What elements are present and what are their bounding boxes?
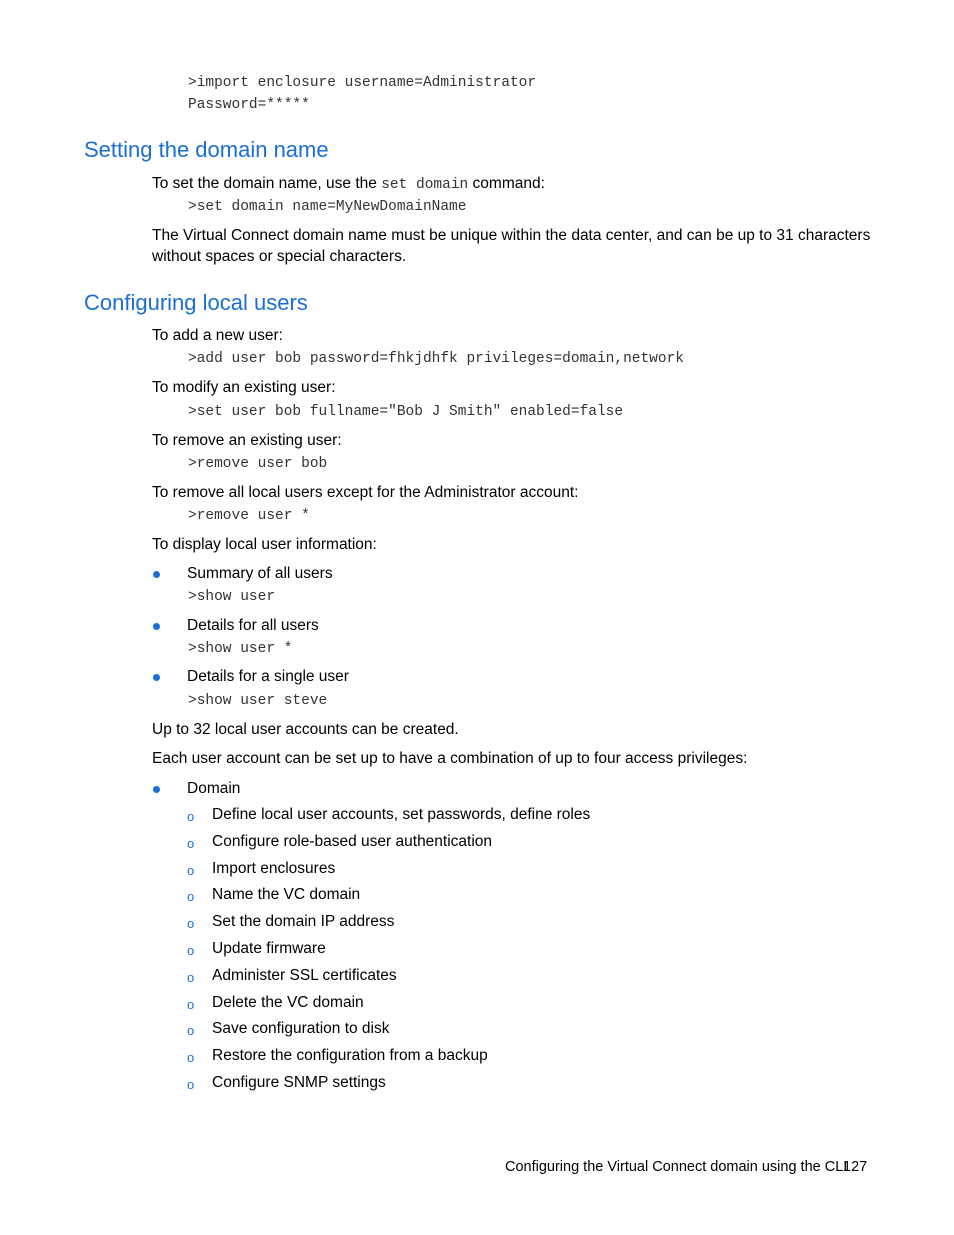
domain-name-note-line-1: The Virtual Connect domain name must be unique within the data center, and can be up to 31 characters — [152, 227, 871, 244]
sub-bullet-marker: o — [187, 836, 195, 851]
sub-bullet-marker: o — [187, 997, 195, 1012]
footer-title: Configuring the Virtual Connect domain using the CLI — [505, 1159, 848, 1175]
code-set-domain: >set domain name=MyNewDomainName — [188, 199, 467, 215]
step-text-remove-user: To remove an existing user: — [152, 432, 342, 449]
section-title-domain-name: Setting the domain name — [84, 137, 329, 162]
code-line-import: >import enclosure username=Administrator — [188, 75, 537, 91]
domain-privilege-item: Restore the configuration from a backup — [212, 1047, 488, 1064]
section-title-local-users: Configuring local users — [84, 290, 308, 315]
page-number: 127 — [843, 1159, 868, 1175]
domain-privilege-item: Save configuration to disk — [212, 1020, 390, 1037]
domain-name-note-line-2: without spaces or special characters. — [152, 248, 407, 265]
domain-privilege-item: Configure SNMP settings — [212, 1074, 386, 1091]
sub-bullet-marker: o — [187, 1050, 195, 1065]
code-show-user-all: >show user * — [188, 641, 293, 657]
bullet-dot — [153, 623, 160, 630]
domain-privilege-item: Import enclosures — [212, 860, 336, 877]
sub-bullet-marker: o — [187, 970, 195, 985]
intro-text-after: command: — [472, 175, 545, 192]
domain-privilege-item: Name the VC domain — [212, 886, 361, 903]
sub-bullet-marker: o — [187, 916, 195, 931]
code-remove-user: >remove user bob — [188, 456, 328, 472]
inline-code-set-domain: set domain — [381, 177, 469, 193]
code-modify-user: >set user bob fullname="Bob J Smith" enabled=false — [188, 404, 624, 420]
domain-privilege-item: Define local user accounts, set passwords, define roles — [212, 806, 591, 823]
code-line-password: Password=***** — [188, 97, 310, 113]
code-add-user: >add user bob password=fhkjdhfk privileges=domain,network — [188, 351, 684, 367]
domain-privilege-item: Administer SSL certificates — [212, 967, 397, 984]
bullet-dot — [153, 786, 160, 793]
privilege-domain: Domain — [187, 780, 241, 797]
domain-privilege-item: Delete the VC domain — [212, 994, 364, 1011]
privileges-intro: Each user account can be set up to have a combination of up to four access privileges: — [152, 750, 748, 767]
domain-privilege-item: Update firmware — [212, 940, 326, 957]
step-text-remove-all-users: To remove all local users except for the Administrator account: — [152, 484, 579, 501]
display-item-label: Details for a single user — [187, 668, 349, 685]
domain-privilege-item: Set the domain IP address — [212, 913, 395, 930]
step-text-modify-user: To modify an existing user: — [152, 379, 336, 396]
sub-bullet-marker: o — [187, 863, 195, 878]
sub-bullet-marker: o — [187, 1077, 195, 1092]
display-item-label: Summary of all users — [187, 565, 333, 582]
sub-bullet-marker: o — [187, 889, 195, 904]
sub-bullet-marker: o — [187, 1023, 195, 1038]
code-show-user: >show user — [188, 589, 276, 605]
sub-bullet-marker: o — [187, 809, 195, 824]
user-limit-text: Up to 32 local user accounts can be created. — [152, 721, 459, 738]
code-remove-all-users: >remove user * — [188, 508, 310, 524]
code-show-user-steve: >show user steve — [188, 693, 328, 709]
intro-text-before: To set the domain name, use the — [152, 175, 377, 192]
domain-name-intro — [152, 175, 545, 193]
sub-bullet-marker: o — [187, 943, 195, 958]
bullet-dot — [153, 674, 160, 681]
display-item-label: Details for all users — [187, 617, 319, 634]
display-intro: To display local user information: — [152, 536, 377, 553]
step-text-add-user: To add a new user: — [152, 327, 283, 344]
domain-privilege-item: Configure role-based user authentication — [212, 833, 493, 850]
bullet-dot — [153, 571, 160, 578]
